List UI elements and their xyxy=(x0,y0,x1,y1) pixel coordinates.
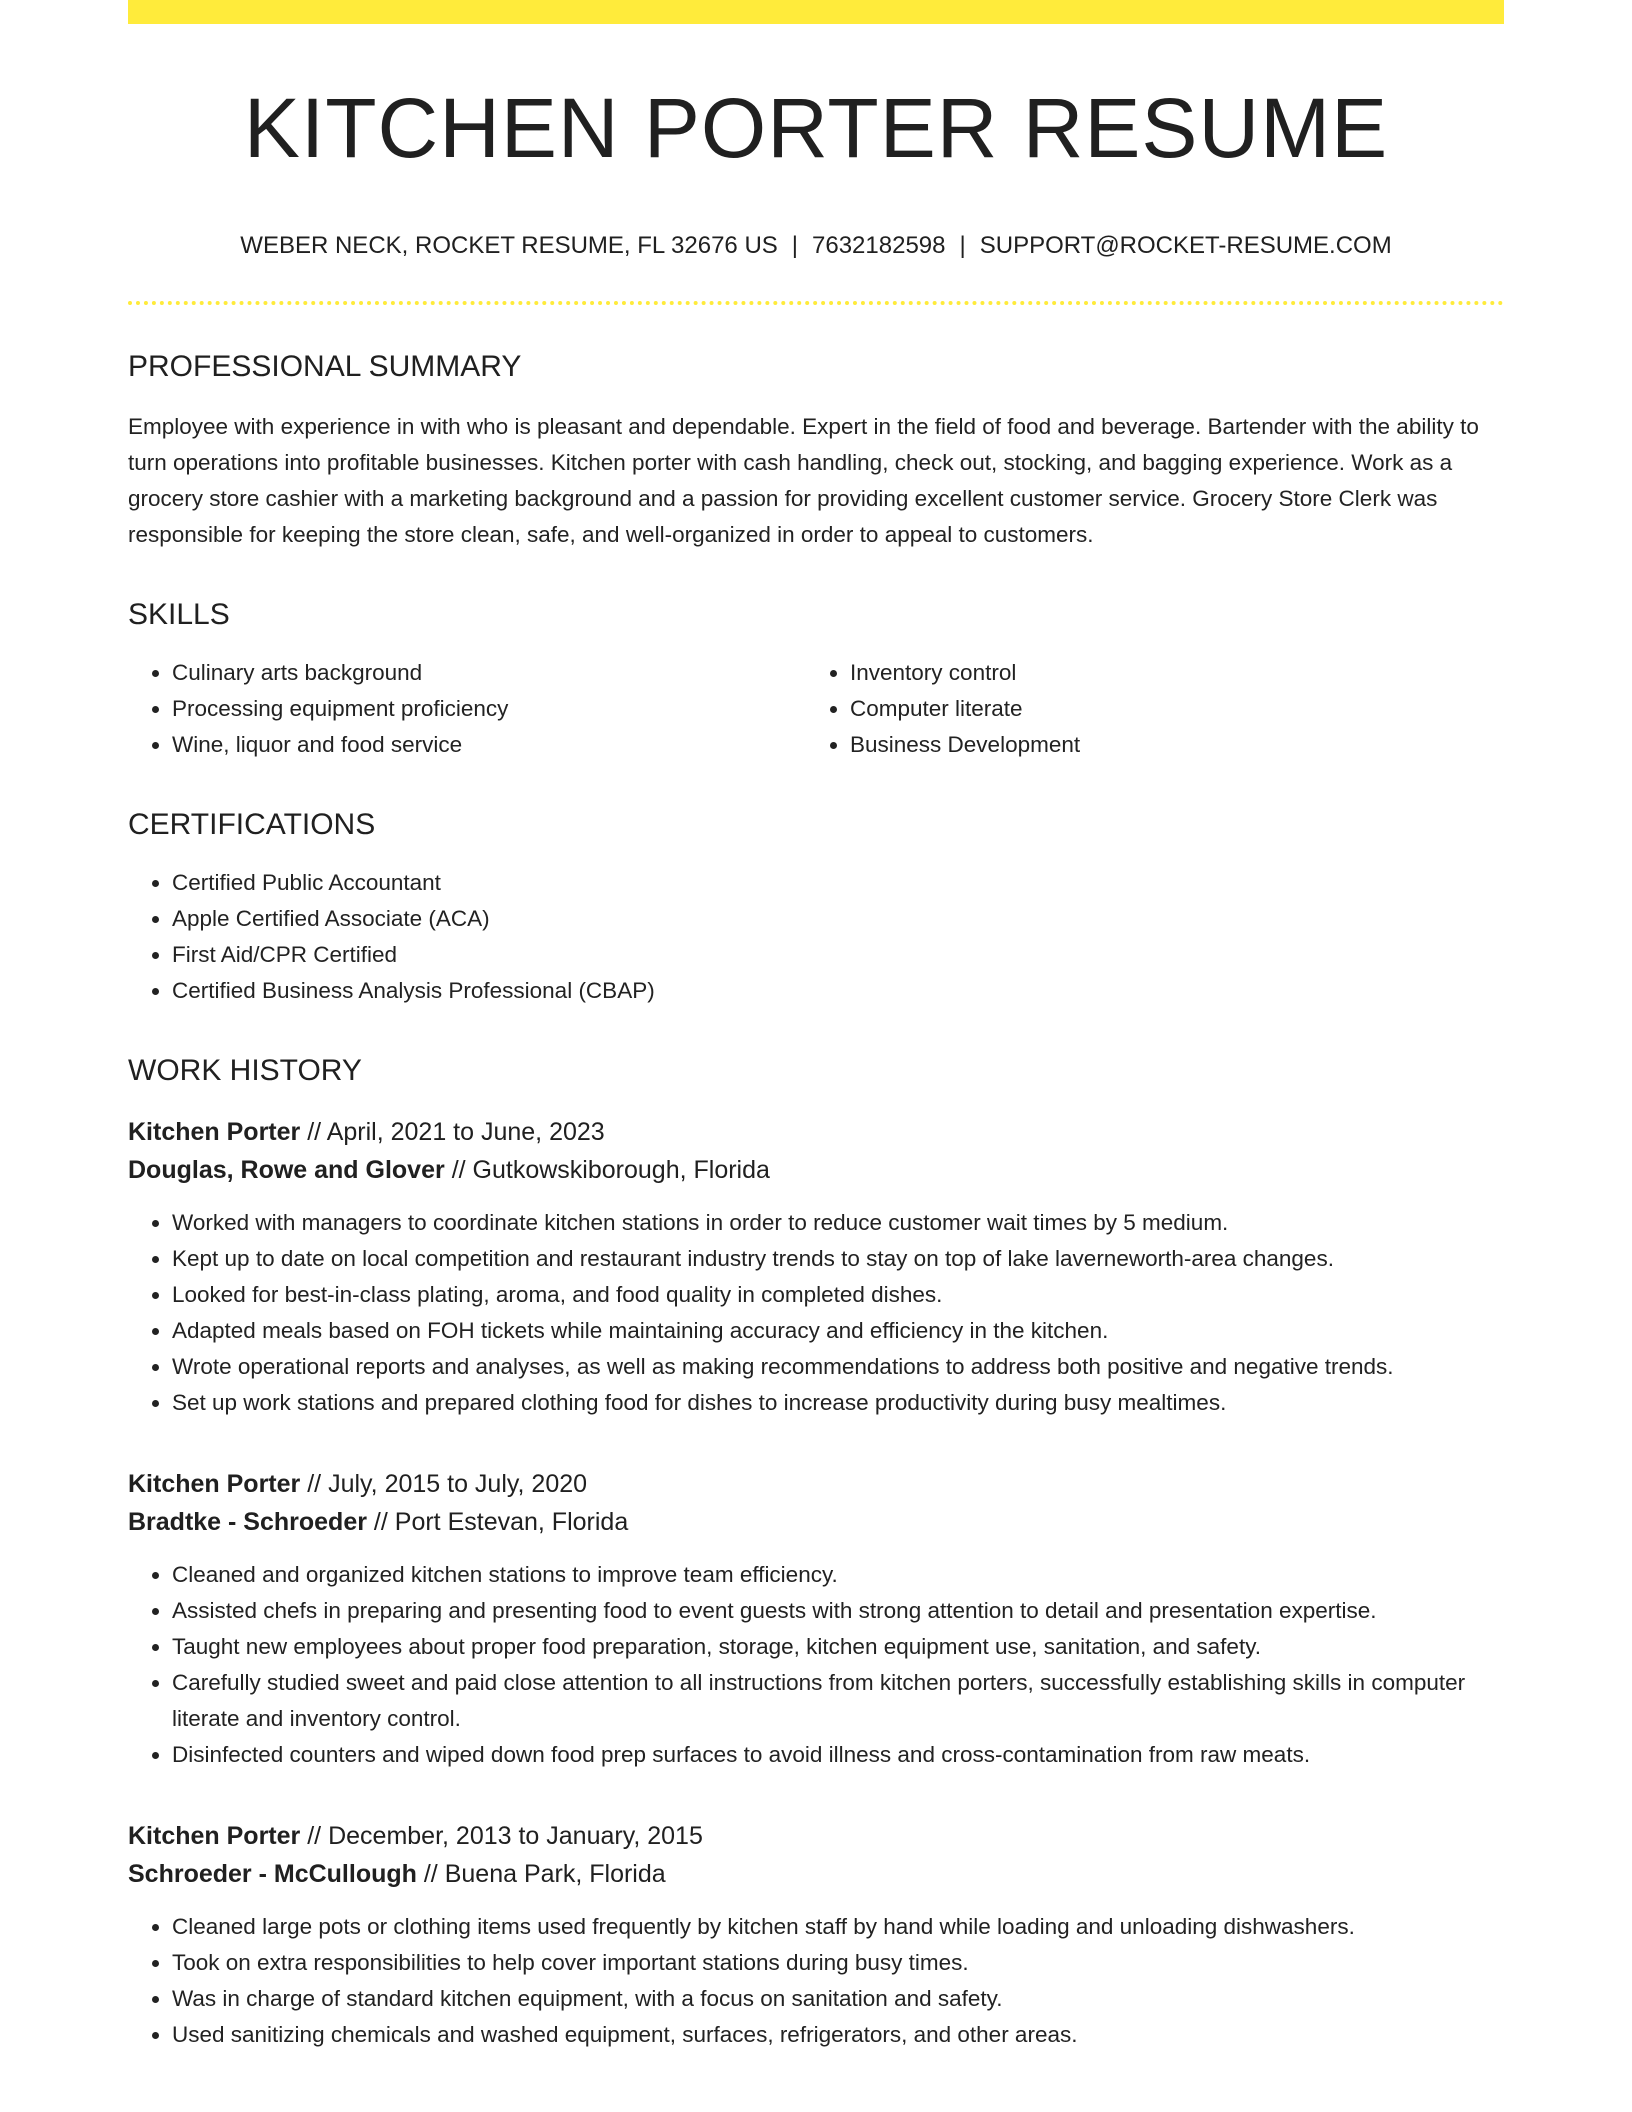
resume-page xyxy=(128,0,1504,2053)
job-bullet: • Kept up to date on local competition and restaurant industry trends to stay on top of lake laverneworth-area changes. xyxy=(172,1241,1504,1277)
contact-address: WEBER NECK, ROCKET RESUME, FL 32676 US xyxy=(240,232,778,260)
contact-email: SUPPORT@ROCKET-RESUME.COM xyxy=(979,232,1392,260)
job-company: Bradtke - Schroeder xyxy=(128,1508,367,1537)
job-company-line xyxy=(128,1503,1504,1541)
job-bullet: • Assisted chefs in preparing and presenting food to event guests with strong attention to detail and presentation expertise. xyxy=(172,1593,1504,1629)
skill-item: • Inventory control xyxy=(850,655,1484,691)
job-title-line xyxy=(128,1465,1504,1503)
contact-separator: | xyxy=(791,232,799,260)
summary-heading: PROFESSIONAL SUMMARY xyxy=(128,350,522,384)
job-bullet: • Used sanitizing chemicals and washed equipment, surfaces, refrigerators, and other areas. xyxy=(172,2017,1504,2053)
job-entry xyxy=(128,1113,1504,1421)
skills-list xyxy=(128,655,1504,763)
job-bullet: • Worked with managers to coordinate kitchen stations in order to reduce customer wait times by 5 medium. xyxy=(172,1205,1504,1241)
job-dates: July, 2015 to July, 2020 xyxy=(328,1470,588,1499)
job-bullet: • Cleaned and organized kitchen stations to improve team efficiency. xyxy=(172,1557,1504,1593)
job-separator: // xyxy=(307,1470,322,1499)
skills-heading: SKILLS xyxy=(128,598,230,632)
job-title-line xyxy=(128,1113,1504,1151)
job-entry xyxy=(128,1465,1504,1773)
job-location: Gutkowskiborough, Florida xyxy=(472,1156,770,1185)
skill-item: • Computer literate xyxy=(850,691,1484,727)
job-entry xyxy=(128,1817,1504,2053)
job-dates: December, 2013 to January, 2015 xyxy=(328,1822,703,1851)
job-title-line xyxy=(128,1817,1504,1855)
job-bullet: • Set up work stations and prepared clothing food for dishes to increase productivity during busy mealtimes. xyxy=(172,1385,1504,1421)
job-company: Douglas, Rowe and Glover xyxy=(128,1156,445,1185)
job-bullet: • Wrote operational reports and analyses, as well as making recommendations to address both positive and negative trends. xyxy=(172,1349,1504,1385)
accent-bar xyxy=(128,0,1504,24)
job-bullet: • Adapted meals based on FOH tickets while maintaining accuracy and efficiency in the kitchen. xyxy=(172,1313,1504,1349)
header-divider xyxy=(128,301,1504,305)
job-separator: // xyxy=(307,1118,322,1147)
skill-item: • Wine, liquor and food service xyxy=(172,727,806,763)
job-company: Schroeder - McCullough xyxy=(128,1860,417,1889)
job-separator: // xyxy=(451,1156,466,1185)
job-bullet: • Taught new employees about proper food preparation, storage, kitchen equipment use, sanitation, and safety. xyxy=(172,1629,1504,1665)
job-location: Buena Park, Florida xyxy=(444,1860,666,1889)
job-bullets xyxy=(128,1557,1504,1773)
job-bullets xyxy=(128,1205,1504,1421)
job-separator: // xyxy=(307,1822,322,1851)
skill-item: • Business Development xyxy=(850,727,1484,763)
skill-item: • Culinary arts background xyxy=(172,655,806,691)
contact-separator: | xyxy=(959,232,966,260)
summary-text: Employee with experience in with who is pleasant and dependable. Expert in the field of food and beverage. Bartender with the ability to turn operations into profitable businesses. Kitchen porter with cash handling, check out, stocking, and bagging experience. Work as a grocery store cashier with a marketing background and a passion for providing excellent customer service. Grocery Store Clerk was responsible for keeping the store clean, safe, and well-organized in order to appeal to customers. xyxy=(128,414,1479,548)
job-bullet: • Took on extra responsibilities to help cover important stations during busy times. xyxy=(172,1945,1504,1981)
resume-title: KITCHEN PORTER RESUME xyxy=(243,81,1389,175)
certification-item: • Certified Business Analysis Professional (CBAP) xyxy=(172,973,1504,1009)
job-bullet: • Cleaned large pots or clothing items used frequently by kitchen staff by hand while loading and unloading dishwashers. xyxy=(172,1909,1504,1945)
job-dates: April, 2021 to June, 2023 xyxy=(326,1118,605,1147)
job-location: Port Estevan, Florida xyxy=(394,1508,629,1537)
work-history-heading: WORK HISTORY xyxy=(128,1054,362,1088)
certifications-list xyxy=(128,865,1504,1009)
job-title: Kitchen Porter xyxy=(128,1118,301,1147)
contact-phone: 7632182598 xyxy=(812,232,946,260)
job-bullet: • Looked for best-in-class plating, aroma, and food quality in completed dishes. xyxy=(172,1277,1504,1313)
skills-column-right xyxy=(806,655,1484,763)
job-bullet: • Was in charge of standard kitchen equipment, with a focus on sanitation and safety. xyxy=(172,1981,1504,2017)
job-title: Kitchen Porter xyxy=(128,1822,301,1851)
contact-line xyxy=(128,232,1504,261)
job-company-line xyxy=(128,1855,1504,1893)
job-bullet: • Disinfected counters and wiped down food prep surfaces to avoid illness and cross-contamination from raw meats. xyxy=(172,1737,1504,1773)
certifications-heading: CERTIFICATIONS xyxy=(128,808,376,842)
job-bullets xyxy=(128,1909,1504,2053)
certification-item: • First Aid/CPR Certified xyxy=(172,937,1504,973)
job-company-line xyxy=(128,1151,1504,1189)
skill-item: • Processing equipment proficiency xyxy=(172,691,806,727)
job-separator: // xyxy=(373,1508,388,1537)
job-title: Kitchen Porter xyxy=(128,1470,301,1499)
job-bullet: • Carefully studied sweet and paid close attention to all instructions from kitchen porters, successfully establishing skills in computer literate and inventory control. xyxy=(172,1665,1504,1737)
certification-item: • Certified Public Accountant xyxy=(172,865,1504,901)
skills-column-left xyxy=(128,655,806,763)
job-separator: // xyxy=(423,1860,438,1889)
certification-item: • Apple Certified Associate (ACA) xyxy=(172,901,1504,937)
